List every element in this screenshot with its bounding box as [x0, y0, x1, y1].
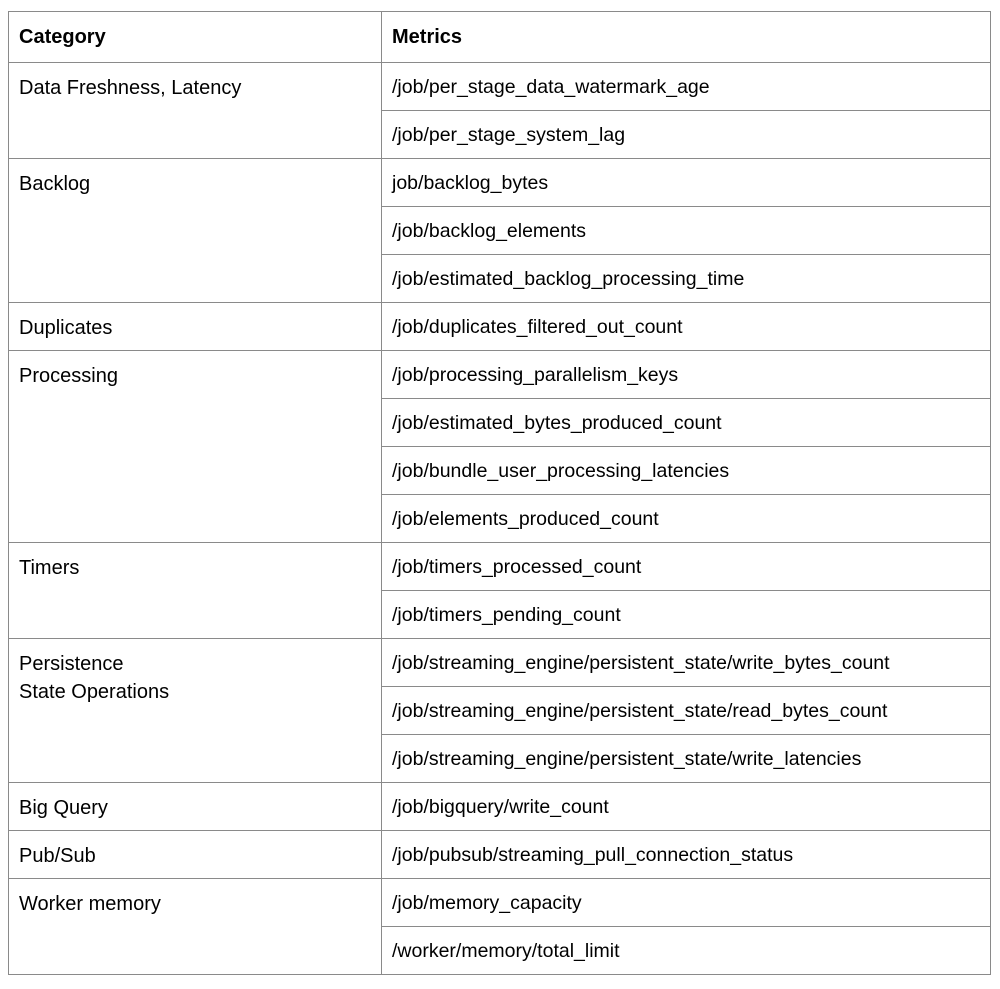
header-category: Category: [9, 12, 382, 63]
metric-cell: /job/bigquery/write_count: [382, 783, 991, 831]
table-row: [9, 543, 991, 591]
category-cell: [9, 303, 382, 351]
metric-cell: /job/timers_processed_count: [382, 543, 991, 591]
table-row: [9, 159, 991, 207]
category-label: Worker memory: [19, 893, 161, 915]
category-label: Pub/Sub: [19, 845, 96, 867]
metric-cell: /job/estimated_bytes_produced_count: [382, 399, 991, 447]
category-label: State Operations: [19, 681, 170, 703]
table-row: [9, 783, 991, 831]
table-header-row: [9, 12, 991, 63]
category-label: Persistence: [19, 653, 124, 675]
category-cell: [9, 63, 382, 159]
table-body: [9, 63, 991, 975]
category-label: Big Query: [19, 797, 108, 819]
metric-cell: /job/elements_produced_count: [382, 495, 991, 543]
metric-cell: /job/estimated_backlog_processing_time: [382, 255, 991, 303]
table-row: [9, 303, 991, 351]
table-row: [9, 351, 991, 399]
metric-cell: /job/backlog_elements: [382, 207, 991, 255]
category-cell: [9, 159, 382, 303]
category-label: Data Freshness, Latency: [19, 77, 242, 99]
table-row: [9, 639, 991, 687]
metric-cell: /job/memory_capacity: [382, 879, 991, 927]
category-label: Timers: [19, 557, 80, 579]
category-label: Processing: [19, 365, 118, 387]
metric-cell: /job/streaming_engine/persistent_state/read_bytes_count: [382, 687, 991, 735]
metric-cell: /job/per_stage_data_watermark_age: [382, 63, 991, 111]
table-row: [9, 831, 991, 879]
metric-cell: /job/timers_pending_count: [382, 591, 991, 639]
category-cell: [9, 351, 382, 543]
category-cell: [9, 879, 382, 975]
category-cell: [9, 831, 382, 879]
metric-cell: /job/streaming_engine/persistent_state/write_bytes_count: [382, 639, 991, 687]
metric-cell: /job/pubsub/streaming_pull_connection_status: [382, 831, 991, 879]
metric-cell: /job/processing_parallelism_keys: [382, 351, 991, 399]
metric-cell: /job/streaming_engine/persistent_state/write_latencies: [382, 735, 991, 783]
table-row: [9, 63, 991, 111]
metric-cell: /worker/memory/total_limit: [382, 927, 991, 975]
header-metrics: Metrics: [382, 12, 991, 63]
category-cell: [9, 543, 382, 639]
metric-cell: /job/duplicates_filtered_out_count: [382, 303, 991, 351]
metric-cell: job/backlog_bytes: [382, 159, 991, 207]
category-cell: [9, 783, 382, 831]
metric-cell: /job/bundle_user_processing_latencies: [382, 447, 991, 495]
metrics-table-container: [8, 11, 990, 975]
metric-cell: /job/per_stage_system_lag: [382, 111, 991, 159]
category-cell: [9, 639, 382, 783]
category-label: Backlog: [19, 173, 91, 195]
category-label: Duplicates: [19, 317, 113, 339]
metrics-table: [8, 11, 991, 975]
table-row: [9, 879, 991, 927]
